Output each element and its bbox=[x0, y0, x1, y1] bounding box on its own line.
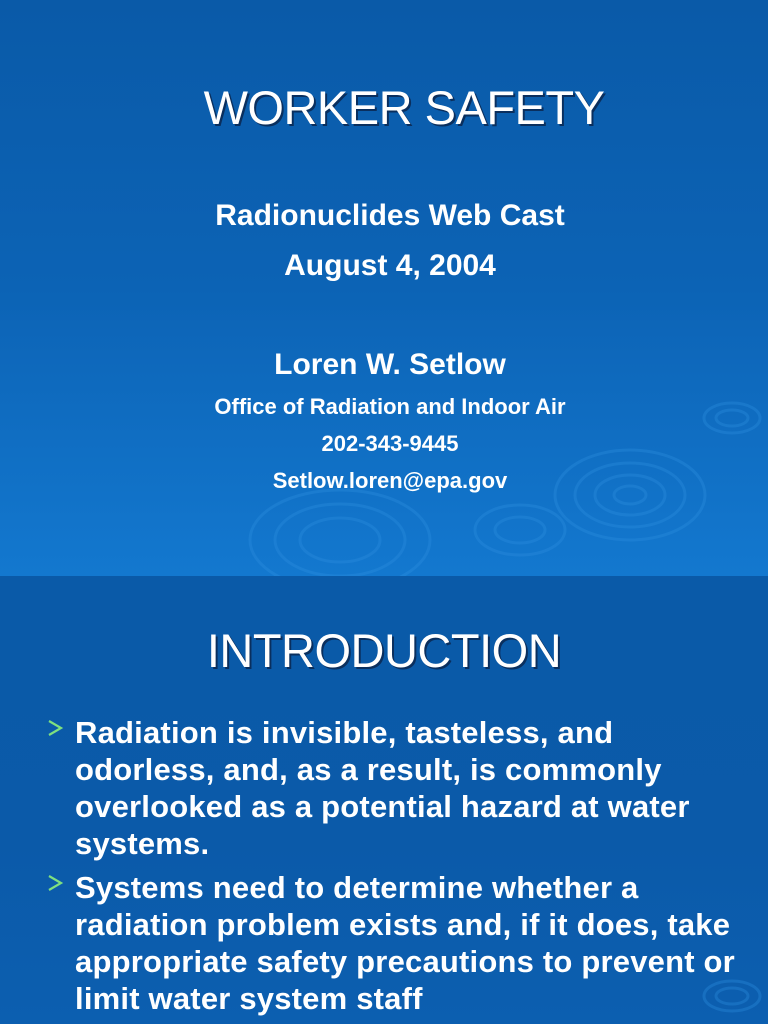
slide-title: INTRODUCTION bbox=[206, 624, 562, 677]
arrow-bullet-icon bbox=[46, 714, 68, 744]
subtitle-webcast: Radionuclides Web Cast bbox=[215, 199, 565, 232]
bullet-list bbox=[46, 714, 746, 1024]
author-phone: 202-343-9445 bbox=[321, 431, 459, 456]
bullet-text: Radiation is invisible, tasteless, and odorless, and, as a result, is commonly overlooked as a potential hazard at water systems. bbox=[75, 715, 690, 861]
author-email: Setlow.loren@epa.gov bbox=[272, 468, 508, 493]
arrow-bullet-icon bbox=[46, 869, 68, 899]
author-office: Office of Radiation and Indoor Air bbox=[214, 394, 566, 419]
introduction-slide bbox=[0, 576, 768, 1024]
slide-title: WORKER SAFETY bbox=[203, 81, 605, 134]
list-item bbox=[46, 869, 746, 1017]
bullet-text: Systems need to determine whether a radiation problem exists and, if it does, take appropriate safety precautions to prevent or limit water system staff bbox=[75, 870, 735, 1016]
list-item bbox=[46, 714, 746, 862]
subtitle-date: August 4, 2004 bbox=[284, 249, 496, 282]
author-name: Loren W. Setlow bbox=[274, 348, 506, 381]
